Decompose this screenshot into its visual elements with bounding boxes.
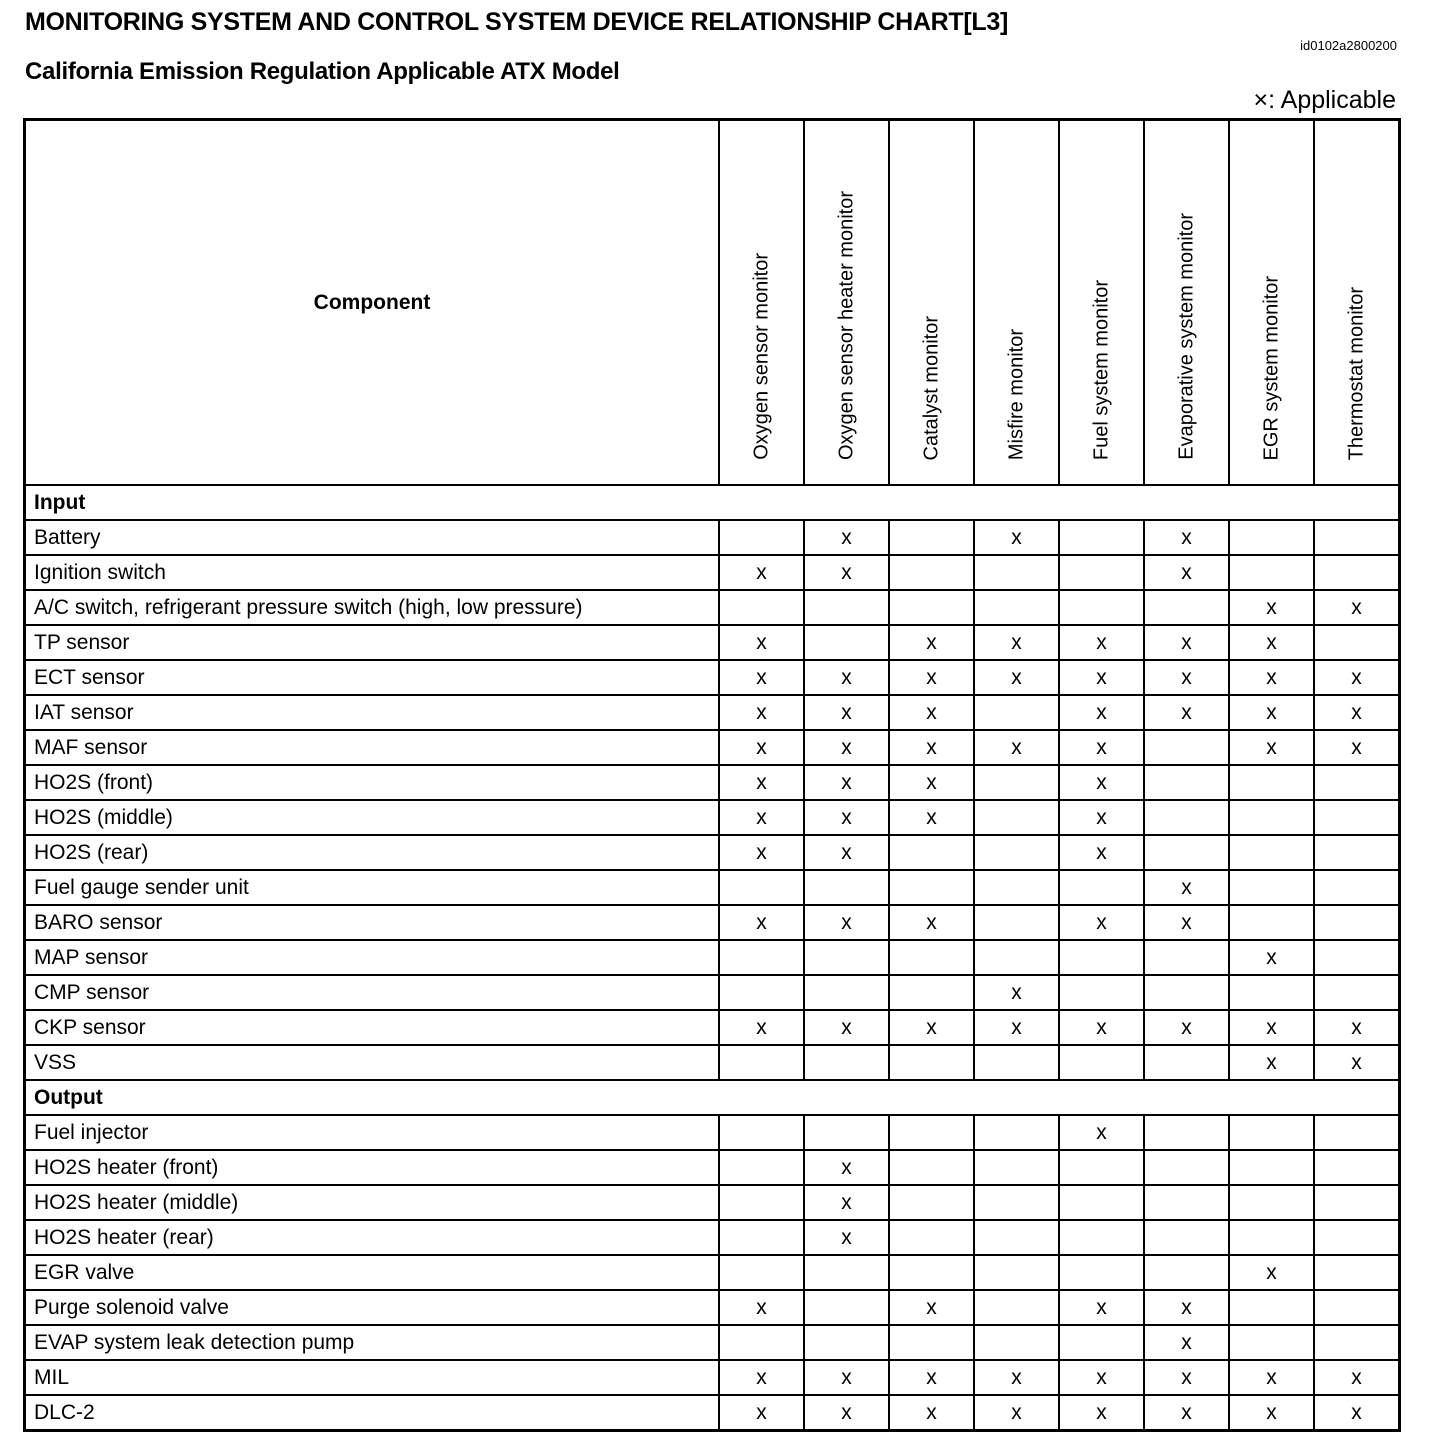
applicable-mark [889, 555, 974, 590]
legend: ×: Applicable [1253, 86, 1396, 114]
monitor-header: Thermostat monitor [1314, 120, 1400, 486]
applicable-mark [1314, 1220, 1400, 1255]
applicable-mark: x [804, 730, 889, 765]
applicable-mark [719, 1115, 804, 1150]
applicable-mark [719, 1045, 804, 1080]
monitor-header: Catalyst monitor [889, 120, 974, 486]
applicable-mark [1059, 1220, 1144, 1255]
applicable-mark: x [719, 625, 804, 660]
applicable-mark: x [974, 1010, 1059, 1045]
applicable-mark [719, 1220, 804, 1255]
applicable-mark: x [1059, 835, 1144, 870]
applicable-mark [1229, 555, 1314, 590]
applicable-mark [719, 1185, 804, 1220]
applicable-mark: x [1314, 1045, 1400, 1080]
applicable-mark: x [1059, 730, 1144, 765]
applicable-mark: x [719, 800, 804, 835]
applicable-mark [1144, 590, 1229, 625]
applicable-mark [1229, 975, 1314, 1010]
applicable-mark [974, 1150, 1059, 1185]
applicable-mark [1059, 940, 1144, 975]
applicable-mark: x [719, 835, 804, 870]
applicable-mark [719, 590, 804, 625]
applicable-mark [1144, 940, 1229, 975]
applicable-mark: x [804, 1395, 889, 1431]
applicable-mark: x [804, 520, 889, 555]
applicable-mark [1229, 1290, 1314, 1325]
applicable-mark: x [804, 695, 889, 730]
applicable-mark: x [889, 905, 974, 940]
applicable-mark [1059, 975, 1144, 1010]
applicable-mark: x [1229, 730, 1314, 765]
applicable-mark: x [1229, 940, 1314, 975]
applicable-mark [1144, 1185, 1229, 1220]
applicable-mark [1314, 1150, 1400, 1185]
component-name: HO2S heater (front) [25, 1150, 720, 1185]
table-row [25, 1290, 1400, 1325]
page-title: MONITORING SYSTEM AND CONTROL SYSTEM DEVICE RELATIONSHIP CHART[L3] [25, 8, 1009, 36]
relationship-table [23, 118, 1401, 1432]
applicable-mark [1314, 835, 1400, 870]
component-name: TP sensor [25, 625, 720, 660]
section-row [25, 1080, 1400, 1115]
table-row [25, 765, 1400, 800]
applicable-mark [1144, 1115, 1229, 1150]
table-row [25, 625, 1400, 660]
applicable-mark [1314, 1325, 1400, 1360]
applicable-mark: x [1314, 590, 1400, 625]
applicable-mark [1144, 730, 1229, 765]
monitor-header: Oxygen sensor monitor [719, 120, 804, 486]
applicable-mark [974, 590, 1059, 625]
applicable-mark [889, 1325, 974, 1360]
applicable-mark [1144, 1045, 1229, 1080]
applicable-mark: x [804, 1220, 889, 1255]
applicable-mark [1229, 520, 1314, 555]
table-row [25, 940, 1400, 975]
applicable-mark: x [974, 660, 1059, 695]
applicable-mark: x [719, 1010, 804, 1045]
applicable-mark [1144, 1255, 1229, 1290]
applicable-mark: x [889, 765, 974, 800]
applicable-mark [889, 940, 974, 975]
applicable-mark [1144, 1220, 1229, 1255]
applicable-mark [1229, 1185, 1314, 1220]
component-name: HO2S heater (rear) [25, 1220, 720, 1255]
table-row [25, 975, 1400, 1010]
document-id: id0102a2800200 [1300, 38, 1397, 53]
applicable-mark: x [1059, 765, 1144, 800]
applicable-mark [1229, 1150, 1314, 1185]
applicable-mark: x [1144, 1290, 1229, 1325]
applicable-mark: x [719, 905, 804, 940]
section-label: Input [25, 485, 1400, 520]
applicable-mark [1314, 975, 1400, 1010]
applicable-mark [889, 1185, 974, 1220]
applicable-mark [1314, 940, 1400, 975]
applicable-mark [1144, 800, 1229, 835]
applicable-mark [719, 975, 804, 1010]
applicable-mark [889, 590, 974, 625]
component-name: HO2S (front) [25, 765, 720, 800]
table-row [25, 1010, 1400, 1045]
applicable-mark: x [1059, 1010, 1144, 1045]
monitor-header: Oxygen sensor heater monitor [804, 120, 889, 486]
applicable-mark [1144, 1150, 1229, 1185]
applicable-mark [974, 695, 1059, 730]
applicable-mark [719, 940, 804, 975]
component-name: BARO sensor [25, 905, 720, 940]
applicable-mark [1229, 765, 1314, 800]
applicable-mark [1059, 870, 1144, 905]
applicable-mark [889, 975, 974, 1010]
monitor-header: EGR system monitor [1229, 120, 1314, 486]
applicable-mark [889, 835, 974, 870]
applicable-mark [804, 1115, 889, 1150]
applicable-mark [1059, 1255, 1144, 1290]
applicable-mark: x [889, 1395, 974, 1431]
table-row [25, 1360, 1400, 1395]
component-name: Ignition switch [25, 555, 720, 590]
applicable-mark: x [1314, 1360, 1400, 1395]
applicable-mark [719, 1150, 804, 1185]
component-name: HO2S heater (middle) [25, 1185, 720, 1220]
applicable-mark: x [1314, 1395, 1400, 1431]
component-name: Purge solenoid valve [25, 1290, 720, 1325]
applicable-mark: x [1229, 660, 1314, 695]
component-name: DLC-2 [25, 1395, 720, 1431]
applicable-mark [974, 1255, 1059, 1290]
applicable-mark [804, 975, 889, 1010]
applicable-mark: x [1144, 1395, 1229, 1431]
applicable-mark [804, 1325, 889, 1360]
applicable-mark: x [804, 800, 889, 835]
applicable-mark [1059, 1045, 1144, 1080]
applicable-mark: x [804, 555, 889, 590]
component-header: Component [25, 120, 720, 486]
table-row [25, 1255, 1400, 1290]
applicable-mark [1314, 1185, 1400, 1220]
applicable-mark [889, 1150, 974, 1185]
section-label: Output [25, 1080, 1400, 1115]
table-row [25, 695, 1400, 730]
component-name: EGR valve [25, 1255, 720, 1290]
applicable-mark: x [804, 1360, 889, 1395]
applicable-mark: x [804, 765, 889, 800]
applicable-mark [1229, 1220, 1314, 1255]
table-row [25, 905, 1400, 940]
applicable-mark [1314, 765, 1400, 800]
applicable-mark: x [719, 695, 804, 730]
table-row [25, 1325, 1400, 1360]
applicable-mark: x [804, 1150, 889, 1185]
applicable-mark: x [1144, 660, 1229, 695]
monitor-header: Evaporative system monitor [1144, 120, 1229, 486]
applicable-mark [1229, 835, 1314, 870]
applicable-mark: x [1059, 625, 1144, 660]
applicable-mark: x [889, 660, 974, 695]
applicable-mark: x [719, 1290, 804, 1325]
applicable-mark: x [1144, 695, 1229, 730]
applicable-mark [1229, 1325, 1314, 1360]
applicable-mark: x [889, 1360, 974, 1395]
applicable-mark: x [889, 695, 974, 730]
applicable-mark [974, 1185, 1059, 1220]
table-row [25, 590, 1400, 625]
applicable-mark [804, 870, 889, 905]
applicable-mark [719, 1325, 804, 1360]
applicable-mark [974, 835, 1059, 870]
applicable-mark [1314, 800, 1400, 835]
applicable-mark: x [1059, 905, 1144, 940]
component-name: CMP sensor [25, 975, 720, 1010]
table-row [25, 835, 1400, 870]
table-row [25, 730, 1400, 765]
applicable-mark [1314, 905, 1400, 940]
section-row [25, 485, 1400, 520]
applicable-mark [1229, 1115, 1314, 1150]
component-name: ECT sensor [25, 660, 720, 695]
applicable-mark: x [1229, 590, 1314, 625]
component-name: Fuel injector [25, 1115, 720, 1150]
table-row [25, 1150, 1400, 1185]
applicable-mark: x [889, 1290, 974, 1325]
applicable-mark: x [1144, 1360, 1229, 1395]
applicable-mark [1059, 1185, 1144, 1220]
applicable-mark: x [719, 660, 804, 695]
applicable-mark: x [1144, 905, 1229, 940]
component-name: VSS [25, 1045, 720, 1080]
component-name: EVAP system leak detection pump [25, 1325, 720, 1360]
applicable-mark: x [719, 555, 804, 590]
applicable-mark: x [1229, 1255, 1314, 1290]
applicable-mark [1059, 590, 1144, 625]
applicable-mark [804, 625, 889, 660]
applicable-mark: x [974, 1360, 1059, 1395]
table-row [25, 1220, 1400, 1255]
table-body [25, 485, 1400, 1431]
applicable-mark [974, 1115, 1059, 1150]
applicable-mark: x [1144, 1325, 1229, 1360]
applicable-mark [889, 1115, 974, 1150]
applicable-mark: x [1144, 625, 1229, 660]
applicable-mark: x [974, 1395, 1059, 1431]
applicable-mark [974, 870, 1059, 905]
table-row [25, 1395, 1400, 1431]
component-name: HO2S (rear) [25, 835, 720, 870]
applicable-mark: x [804, 835, 889, 870]
applicable-mark: x [974, 730, 1059, 765]
component-name: IAT sensor [25, 695, 720, 730]
applicable-mark: x [719, 1360, 804, 1395]
applicable-mark [1229, 870, 1314, 905]
applicable-mark [719, 1255, 804, 1290]
component-name: MAP sensor [25, 940, 720, 975]
applicable-mark: x [1059, 1395, 1144, 1431]
applicable-mark: x [1059, 1115, 1144, 1150]
applicable-mark [719, 870, 804, 905]
applicable-mark [889, 1045, 974, 1080]
applicable-mark [974, 1325, 1059, 1360]
applicable-mark [974, 1045, 1059, 1080]
applicable-mark: x [889, 1010, 974, 1045]
applicable-mark [889, 870, 974, 905]
table-row [25, 555, 1400, 590]
applicable-mark: x [1229, 695, 1314, 730]
component-name: A/C switch, refrigerant pressure switch (high, low pressure) [25, 590, 720, 625]
applicable-mark [1314, 1115, 1400, 1150]
applicable-mark: x [804, 1185, 889, 1220]
applicable-mark: x [1229, 1360, 1314, 1395]
component-name: CKP sensor [25, 1010, 720, 1045]
applicable-mark: x [1144, 1010, 1229, 1045]
applicable-mark [1314, 625, 1400, 660]
monitor-header: Misfire monitor [974, 120, 1059, 486]
applicable-mark [974, 940, 1059, 975]
component-name: MIL [25, 1360, 720, 1395]
applicable-mark: x [1144, 520, 1229, 555]
applicable-mark: x [719, 765, 804, 800]
table-row [25, 870, 1400, 905]
applicable-mark [804, 1290, 889, 1325]
applicable-mark [1059, 555, 1144, 590]
applicable-mark: x [1144, 870, 1229, 905]
table-row [25, 520, 1400, 555]
applicable-mark: x [1229, 1045, 1314, 1080]
table-row [25, 1115, 1400, 1150]
monitor-header: Fuel system monitor [1059, 120, 1144, 486]
applicable-mark: x [889, 800, 974, 835]
applicable-mark [1144, 835, 1229, 870]
applicable-mark [889, 1220, 974, 1255]
applicable-mark: x [1314, 660, 1400, 695]
applicable-mark [1229, 905, 1314, 940]
component-name: HO2S (middle) [25, 800, 720, 835]
applicable-mark [719, 520, 804, 555]
applicable-mark [804, 590, 889, 625]
applicable-mark: x [1144, 555, 1229, 590]
component-name: Battery [25, 520, 720, 555]
applicable-mark: x [889, 625, 974, 660]
applicable-mark [1059, 520, 1144, 555]
applicable-mark: x [804, 905, 889, 940]
applicable-mark [1314, 520, 1400, 555]
applicable-mark: x [1059, 800, 1144, 835]
table-row [25, 800, 1400, 835]
applicable-mark [1314, 870, 1400, 905]
applicable-mark [1229, 800, 1314, 835]
applicable-mark [974, 1290, 1059, 1325]
applicable-mark [889, 1255, 974, 1290]
applicable-mark [1144, 765, 1229, 800]
applicable-mark: x [889, 730, 974, 765]
applicable-mark [974, 905, 1059, 940]
applicable-mark [804, 940, 889, 975]
applicable-mark: x [804, 660, 889, 695]
applicable-mark: x [1229, 1395, 1314, 1431]
applicable-mark: x [974, 625, 1059, 660]
component-name: MAF sensor [25, 730, 720, 765]
applicable-mark [804, 1045, 889, 1080]
applicable-mark: x [1059, 660, 1144, 695]
component-name: Fuel gauge sender unit [25, 870, 720, 905]
page-subtitle: California Emission Regulation Applicable ATX Model [25, 58, 620, 85]
applicable-mark: x [1059, 695, 1144, 730]
applicable-mark: x [1314, 695, 1400, 730]
applicable-mark: x [719, 1395, 804, 1431]
applicable-mark: x [1229, 625, 1314, 660]
header-row [25, 120, 1400, 486]
applicable-mark [1314, 1255, 1400, 1290]
table-row [25, 660, 1400, 695]
applicable-mark [974, 555, 1059, 590]
applicable-mark: x [1059, 1360, 1144, 1395]
applicable-mark [889, 520, 974, 555]
applicable-mark [1314, 1290, 1400, 1325]
table-row [25, 1185, 1400, 1220]
applicable-mark [1144, 975, 1229, 1010]
table-row [25, 1045, 1400, 1080]
applicable-mark: x [974, 520, 1059, 555]
applicable-mark [974, 765, 1059, 800]
applicable-mark: x [1314, 1010, 1400, 1045]
applicable-mark [974, 800, 1059, 835]
applicable-mark [974, 1220, 1059, 1255]
applicable-mark [804, 1255, 889, 1290]
applicable-mark [1059, 1325, 1144, 1360]
applicable-mark: x [1229, 1010, 1314, 1045]
applicable-mark: x [804, 1010, 889, 1045]
applicable-mark: x [719, 730, 804, 765]
applicable-mark [1059, 1150, 1144, 1185]
applicable-mark: x [1059, 1290, 1144, 1325]
applicable-mark: x [974, 975, 1059, 1010]
applicable-mark: x [1314, 730, 1400, 765]
applicable-mark [1314, 555, 1400, 590]
